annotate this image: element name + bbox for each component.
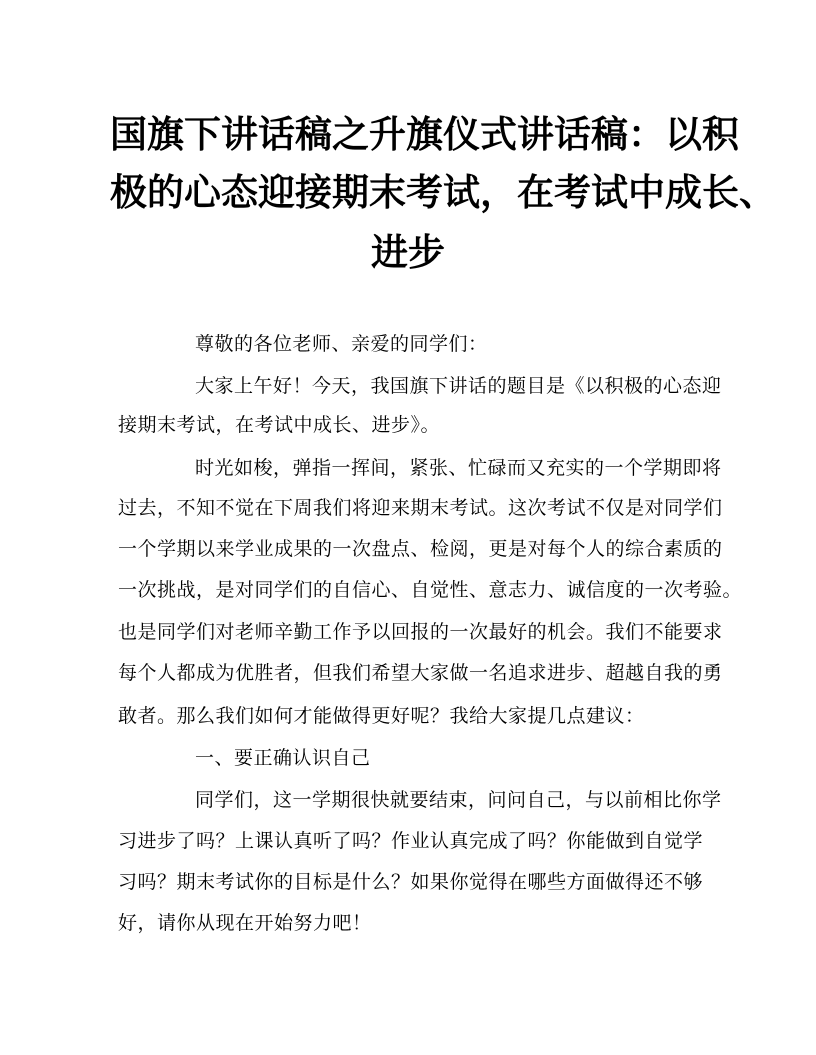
paragraph-line: 同学们，这一学期很快就要结束，问问自己，与以前相比你学 <box>195 789 722 811</box>
paragraph-line: 习进步了吗？上课认真听了吗？作业认真完成了吗？你能做到自觉学 <box>118 830 704 852</box>
paragraph-line: 时光如梭，弹指一挥间，紧张、忙碌而又充实的一个学期即将 <box>195 457 722 479</box>
section-heading: 一、要正确认识自己 <box>195 747 371 769</box>
document-title-line-3: 进步 <box>371 230 445 274</box>
paragraph-line: 一次挑战，是对同学们的自信心、自觉性、意志力、诚信度的一次考验。 <box>118 579 743 601</box>
document-title-line-1: 国旗下讲话稿之升旗仪式讲话稿：以积 <box>110 112 739 156</box>
paragraph-line: 一个学期以来学业成果的一次盘点、检阅，更是对每个人的综合素质的 <box>118 538 723 560</box>
paragraph-line: 好，请你从现在开始努力吧！ <box>118 912 372 934</box>
paragraph-line: 也是同学们对老师辛勤工作予以回报的一次最好的机会。我们不能要求 <box>118 621 723 643</box>
salutation: 尊敬的各位老师、亲爱的同学们： <box>195 333 488 355</box>
paragraph-line: 大家上午好！今天，我国旗下讲话的题目是《以积极的心态迎 <box>195 375 722 397</box>
paragraph-line: 接期末考试，在考试中成长、进步》。 <box>118 414 441 436</box>
paragraph-line: 敢者。那么我们如何才能做得更好呢？我给大家提几点建议： <box>118 705 645 727</box>
document-title-line-2: 极的心态迎接期末考试，在考试中成长、 <box>110 170 776 214</box>
paragraph-line: 习吗？期末考试你的目标是什么？如果你觉得在哪些方面做得还不够 <box>118 871 704 893</box>
paragraph-line: 过去，不知不觉在下周我们将迎来期末考试。这次考试不仅是对同学们 <box>118 497 723 519</box>
paragraph-line: 每个人都成为优胜者，但我们希望大家做一名追求进步、超越自我的勇 <box>118 662 723 684</box>
